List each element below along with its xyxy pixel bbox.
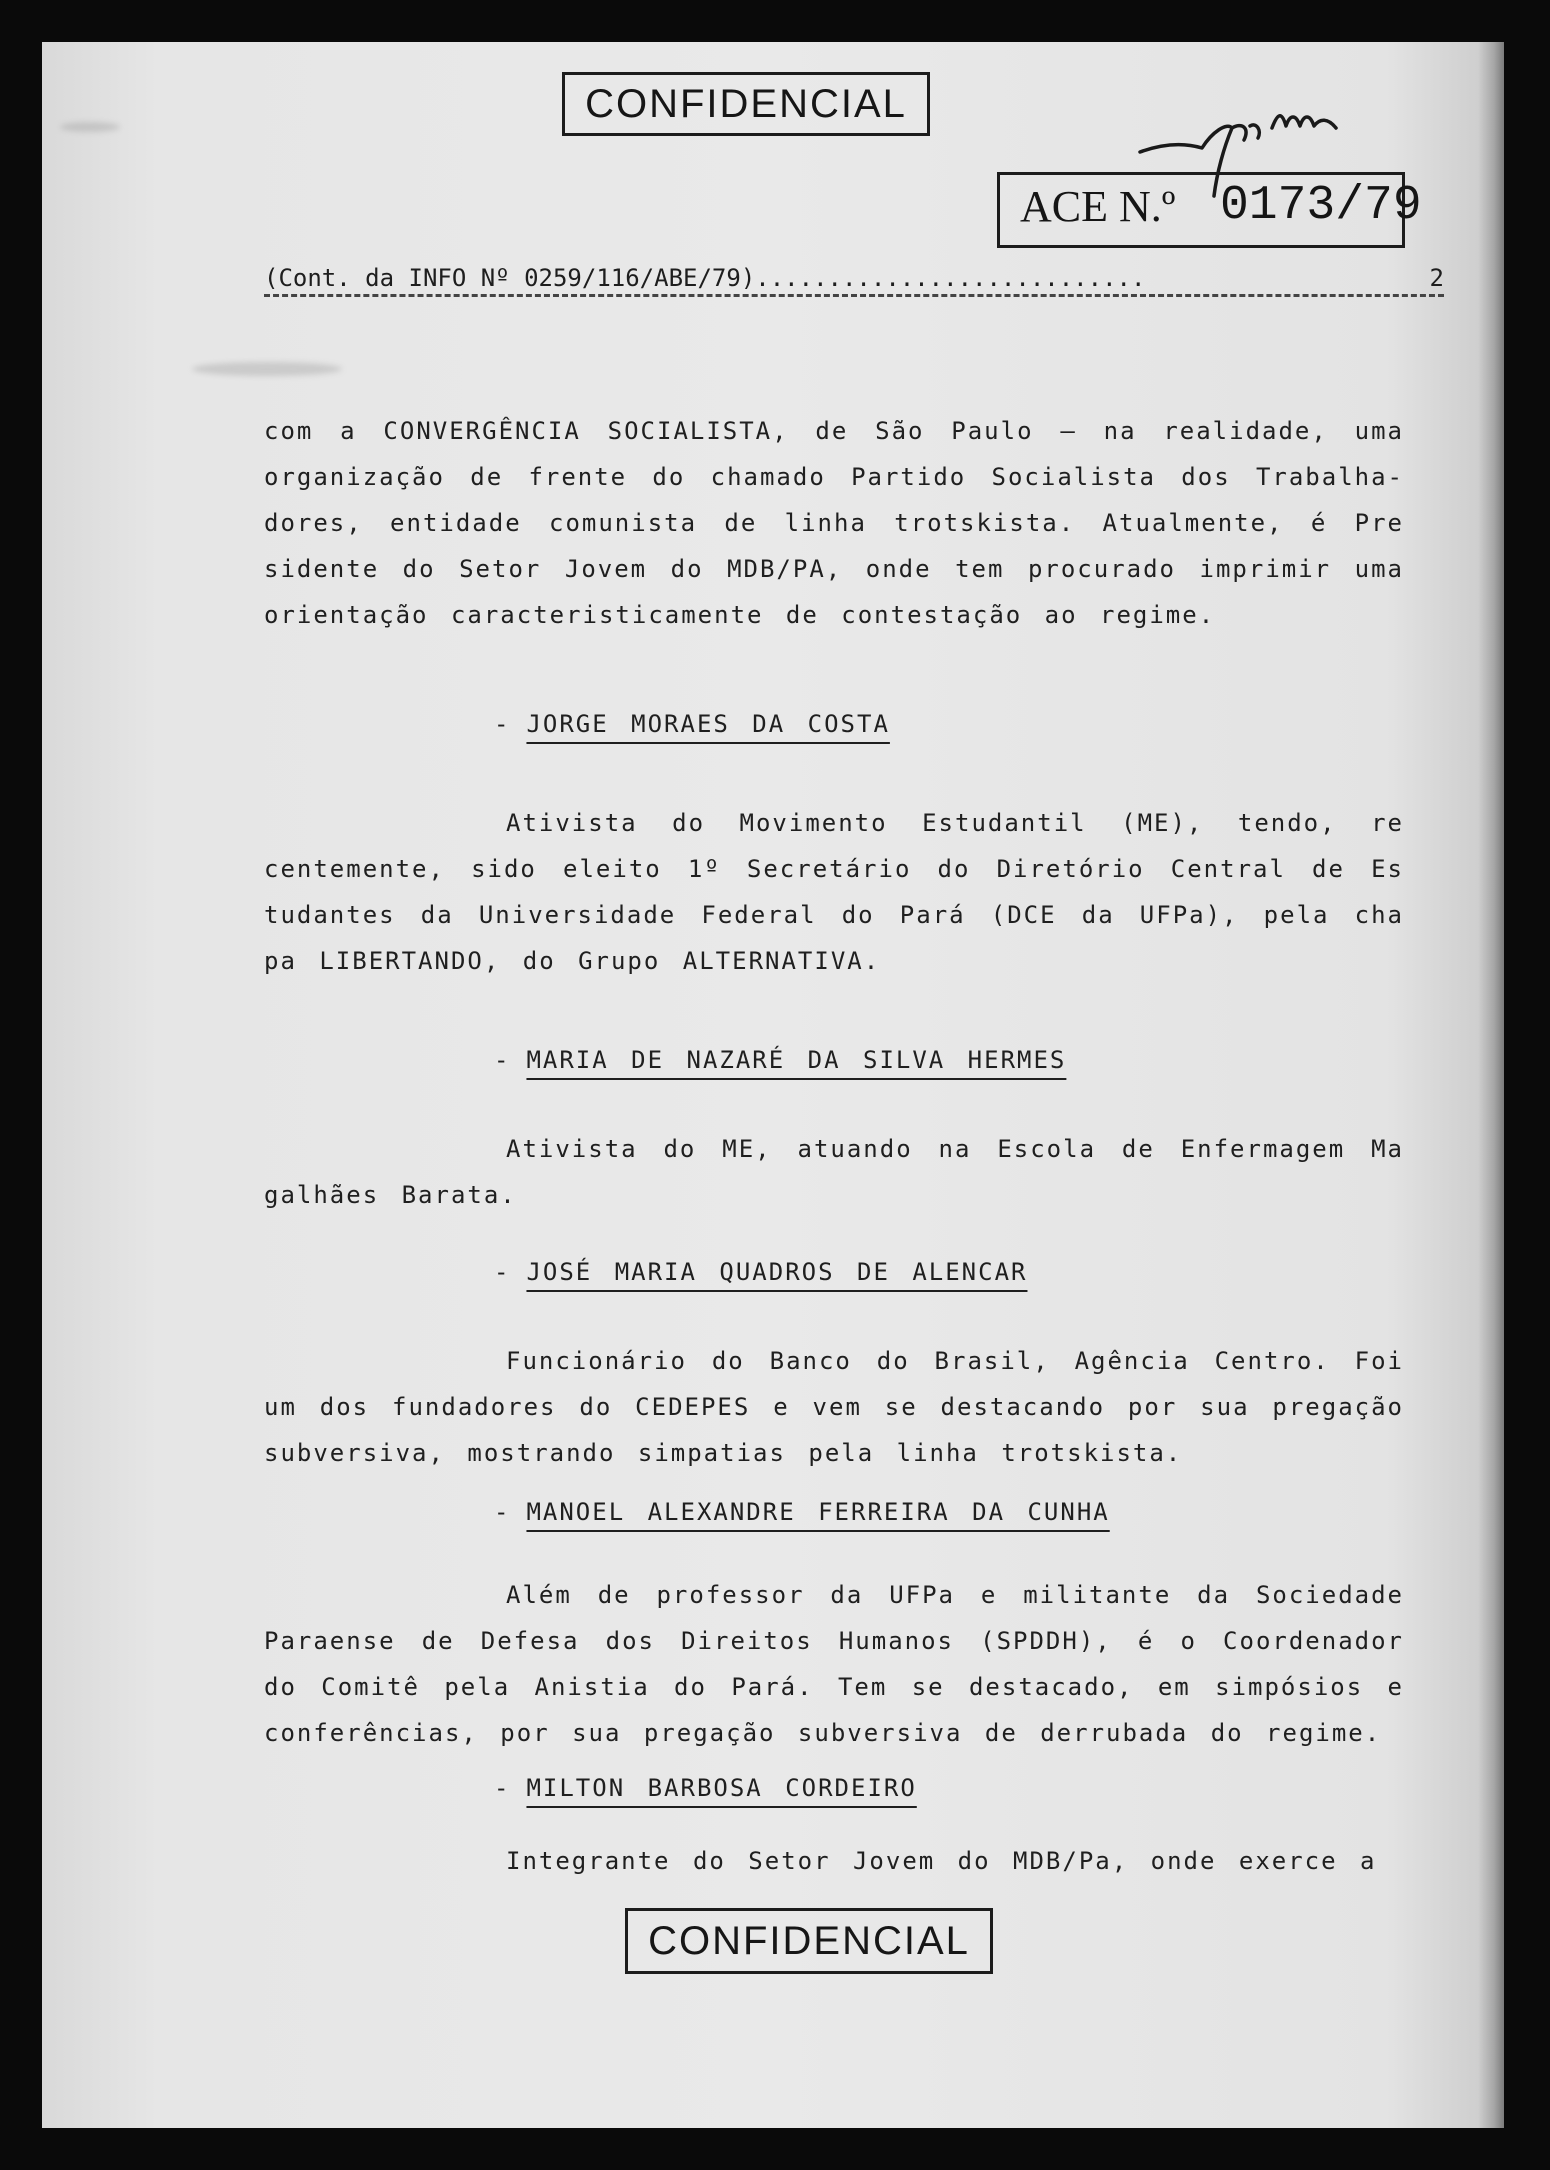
ace-label: ACE N.º [1020, 182, 1176, 231]
confidential-stamp-bottom: CONFIDENCIAL [625, 1908, 993, 1974]
person-line: Ativista do ME, atuando na Escola de Enfermagem Ma [506, 1135, 1404, 1163]
intro-line: com a CONVERGÊNCIA SOCIALISTA, de São Paulo — na realidade, uma [264, 417, 1404, 445]
header-leader-dots: ........................... [755, 264, 1146, 292]
person-line: pa LIBERTANDO, do Grupo ALTERNATIVA. [264, 947, 881, 975]
person-line: do Comitê pela Anistia do Pará. Tem se destacado, em simpósios e [264, 1673, 1404, 1701]
person-name: JORGE MORAES DA COSTA [526, 710, 890, 738]
person-heading [494, 1498, 1110, 1526]
person-line: tudantes da Universidade Federal do Pará (DCE da UFPa), pela cha [264, 901, 1404, 929]
person-line: centemente, sido eleito 1º Secretário do Diretório Central de Es [264, 855, 1404, 883]
person-heading [494, 1774, 917, 1802]
scan-smudge [192, 362, 342, 376]
person-heading [494, 710, 890, 738]
scan-smudge [60, 122, 120, 132]
intro-paragraph [264, 408, 1404, 638]
person-paragraph [264, 1126, 1404, 1218]
intro-line: orientação caracteristicamente de contestação ao regime. [264, 601, 1216, 629]
person-paragraph [264, 800, 1404, 984]
person-name: JOSÉ MARIA QUADROS DE ALENCAR [526, 1258, 1028, 1286]
heading-dash: - [494, 710, 511, 738]
heading-dash: - [494, 1046, 511, 1074]
person-paragraph [264, 1838, 1404, 1884]
person-line: subversiva, mostrando simpatias pela linha trotskista. [264, 1439, 1183, 1467]
confidential-stamp-top: CONFIDENCIAL [562, 72, 930, 136]
heading-dash: - [494, 1774, 511, 1802]
person-name: MILTON BARBOSA CORDEIRO [526, 1774, 917, 1802]
person-name: MANOEL ALEXANDRE FERREIRA DA CUNHA [526, 1498, 1110, 1526]
person-heading [494, 1046, 1066, 1074]
person-line: Ativista do Movimento Estudantil (ME), tendo, re [506, 809, 1404, 837]
heading-dash: - [494, 1258, 511, 1286]
person-line: Paraense de Defesa dos Direitos Humanos (SPDDH), é o Coordenador [264, 1627, 1404, 1655]
intro-line: sidente do Setor Jovem do MDB/PA, onde tem procurado imprimir uma [264, 555, 1404, 583]
person-line: Integrante do Setor Jovem do MDB/Pa, onde exerce a [506, 1847, 1377, 1875]
person-paragraph [264, 1338, 1404, 1476]
person-line: um dos fundadores do CEDEPES e vem se destacando por sua pregação [264, 1393, 1404, 1421]
header-reference: (Cont. da INFO Nº 0259/116/ABE/79) [264, 264, 756, 292]
page-edge-shadow [1478, 42, 1504, 2128]
person-name: MARIA DE NAZARÉ DA SILVA HERMES [526, 1046, 1067, 1074]
ace-number: 0173/79 [1220, 179, 1422, 233]
person-paragraph [264, 1572, 1404, 1756]
person-line: Funcionário do Banco do Brasil, Agência Centro. Foi [506, 1347, 1404, 1375]
person-heading [494, 1258, 1027, 1286]
person-line: conferências, por sua pregação subversiva de derrubada do regime. [264, 1719, 1382, 1747]
continuation-header [264, 264, 1444, 297]
ace-reference-box [997, 172, 1422, 248]
person-line: galhães Barata. [264, 1181, 517, 1209]
page-number: 2 [1429, 264, 1444, 292]
heading-dash: - [494, 1498, 511, 1526]
person-line: Além de professor da UFPa e militante da Sociedade [506, 1581, 1404, 1609]
intro-line: organização de frente do chamado Partido Socialista dos Trabalha- [264, 463, 1404, 491]
intro-line: dores, entidade comunista de linha trotskista. Atualmente, é Pre [264, 509, 1404, 537]
document-sheet [42, 42, 1504, 2128]
